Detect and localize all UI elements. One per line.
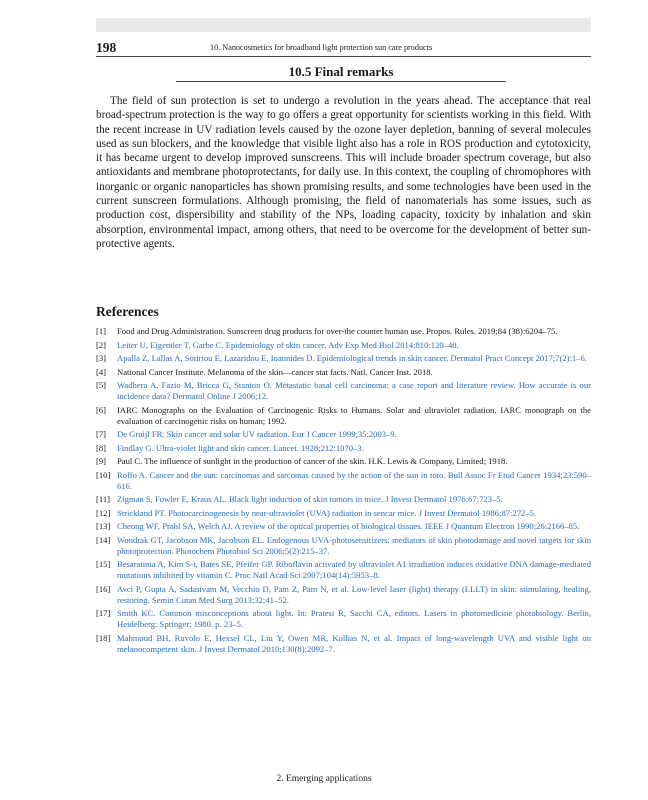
reference-link[interactable]: Leiter U, Eigentler T, Garbe C. Epidemiology of skin cancer. Adv Exp Med Biol 2014;810:120–40. xyxy=(117,339,459,350)
reference-number: [12] xyxy=(96,507,111,518)
header-bar xyxy=(96,18,591,32)
reference-number: [13] xyxy=(96,521,111,531)
reference-list xyxy=(96,326,591,657)
reference-number: [6] xyxy=(96,404,107,415)
reference-link[interactable]: Wadhera A, Fazio M, Bricca G, Stanton O. Metastatic basal cell carcinoma: a case report and literature review. How accurate is our incidence data? Dermatol Online J 2006;12. xyxy=(117,380,591,401)
reference-item[interactable] xyxy=(96,340,591,351)
reference-item[interactable] xyxy=(96,353,591,364)
reference-number: [15] xyxy=(96,559,111,569)
reference-item[interactable] xyxy=(96,559,591,581)
reference-item xyxy=(96,367,591,378)
reference-number: [3] xyxy=(96,353,107,363)
reference-item[interactable] xyxy=(96,535,591,557)
reference-item[interactable] xyxy=(96,521,591,532)
reference-item[interactable] xyxy=(96,443,591,454)
reference-text: Paul C. The influence of sunlight in the production of cancer of the skin. H.K. Lewis & Company, Limited; 1918. xyxy=(117,456,508,466)
reference-link[interactable]: Apalla Z, Lallas A, Sotiriou E, Lazaridou E, Ioannides D. Epidemiological trends in skin cancer. Dermatol Pract Concept 2017;7(2):1–6. xyxy=(117,353,587,363)
header-divider xyxy=(96,56,591,57)
reference-number: [4] xyxy=(96,366,107,377)
reference-link[interactable]: Mahmoud BH, Ruvolo E, Hexsel CL, Liu Y, Owen MR, Kollias N, et al. Impact of long-wavelength UVA and visible light on melanocompetent skin. J Invest Dermatol 2010;130(8):2092–7. xyxy=(117,632,591,654)
references-heading: References xyxy=(96,304,159,319)
reference-link[interactable]: Besaratinia A, Kim S-i, Bates SE, Pfeifer GP. Riboflavin activated by ultraviolet A1 irradiation induces oxidative DNA damage-mediated mutations inhibited by vitamin C. Proc Natl Acad Sci 2007;104(14):5953–8. xyxy=(117,559,591,580)
reference-text: National Cancer Institute. Melanoma of the skin—cancer stat facts. Natl. Cancer Inst. 2018. xyxy=(117,366,433,377)
reference-item[interactable] xyxy=(96,608,591,630)
reference-link[interactable]: Zigman S, Fowler E, Kraus AL. Black light induction of skin tumors in mice. J Invest Dermatol 1976;67:723–5. xyxy=(117,494,503,504)
reference-number: [5] xyxy=(96,380,107,390)
reference-number: [2] xyxy=(96,339,107,350)
reference-number: [17] xyxy=(96,608,111,618)
reference-number: [9] xyxy=(96,456,107,466)
reference-number: [11] xyxy=(96,494,110,504)
reference-link[interactable]: Roffo A. Cancer and the sun: carcinomas and sarcomas caused by the action of the sun in toto. Bull Assoc Fr Etud Cancer 1934;23:590–616. xyxy=(117,469,591,491)
reference-link[interactable]: De Gruijl FR. Skin cancer and solar UV radiation. Eur J Cancer 1999;35:2003–9. xyxy=(117,429,397,439)
reference-link[interactable]: Findlay G. Ultra-violet light and skin cancer. Lancet. 1928;212:1070–3. xyxy=(117,442,364,453)
reference-link[interactable]: Smith KC. Common misconceptions about light. In: Pratesi R, Sacchi CA, editors. Lasers in photomedicine photobiology. Berlin, Heidelberg: Springer; 1980. p. 23–5. xyxy=(117,608,591,629)
body-paragraph: The field of sun protection is set to undergo a revolution in the years ahead. The acceptance that real broad-spectrum protection is the way to go offers a great opportunity for scientists working in this field. With the recent increase in UV radiation levels caused by the ozone layer depletion, banning of several molecules used as sun blockers, and the knowledge that visible light also has a role in ROS production and cytotoxicity, it has became urgent to develop improved sunscreens. This will include broader spectrum coverage, but also antioxidants and membrane photoprotectants, for daily use. In this context, the coupling of chromophores with inorganic or organic nanoparticles has shown promising results, and some technologies have been used in the current sunscreen formulations. Although promising, the field of nanomaterials has some issues, such as production cost, dispersibility and stability of the NPs, loading capacity, toxicity by inhalation and skin absorption, environmental impact, among others, that need to be overcome for the development of better sun-protective agents. xyxy=(96,95,591,250)
reference-number: [1] xyxy=(96,326,107,336)
reference-item[interactable] xyxy=(96,494,591,505)
reference-item xyxy=(96,326,591,337)
reference-number: [8] xyxy=(96,442,107,453)
reference-text: IARC Monographs on the Evaluation of Carcinogenic Risks to Humans. Solar and ultraviolet radiation. IARC monograph on the evaluation of carcinogenic risks on human; 1992. xyxy=(117,404,591,426)
section-title: 10.5 Final remarks xyxy=(288,64,394,79)
reference-item[interactable] xyxy=(96,470,591,492)
reference-link[interactable]: Strickland PT. Photocarcinogenesis by near-ultraviolet (UVA) radiation in sencar mice. J Invest Dermatol 1986;87:272–5. xyxy=(117,507,537,518)
reference-number: [7] xyxy=(96,429,107,439)
page-number: 198 xyxy=(96,40,117,55)
reference-item[interactable] xyxy=(96,380,591,402)
reference-item xyxy=(96,456,591,467)
section-title-divider xyxy=(176,81,506,82)
running-head: 10. Nanocosmetics for broadband light protection sun care products xyxy=(210,43,433,52)
reference-item[interactable] xyxy=(96,584,591,606)
reference-number: [10] xyxy=(96,469,111,480)
reference-number: [16] xyxy=(96,583,111,594)
reference-item[interactable] xyxy=(96,633,591,655)
reference-item[interactable] xyxy=(96,508,591,519)
reference-link[interactable]: Cheong WF, Prahl SA, Welch AJ. A review of the optical properties of biological tissues. IEEE J Quantum Electron 1990;26:2166–85. xyxy=(117,521,580,531)
reference-item xyxy=(96,405,591,427)
reference-link[interactable]: Avci P, Gupta A, Sadasivam M, Vecchio D, Pam Z, Pam N, et al. Low-level laser (light) therapy (LLLT) in skin: stimulating, healing, restoring. Semin Cutan Med Surg 2013;32:41–52. xyxy=(117,583,591,605)
footer-part-label: 2. Emerging applications xyxy=(276,774,372,784)
reference-number: [14] xyxy=(96,534,111,545)
reference-number: [18] xyxy=(96,632,111,643)
reference-link[interactable]: Wondrak GT, Jacobson MK, Jacobson EL. Endogenous UVA-photosensitizers: mediators of skin photodamage and novel targets for skin photoprotection. Photochem Photobiol Sci 2006;5(2):215–37. xyxy=(117,534,591,556)
reference-text: Food and Drug Administration. Sunscreen drug products for over-the counter human use. Propos. Rules. 2019;84 (38):6204–75. xyxy=(117,326,558,336)
reference-item[interactable] xyxy=(96,429,591,440)
